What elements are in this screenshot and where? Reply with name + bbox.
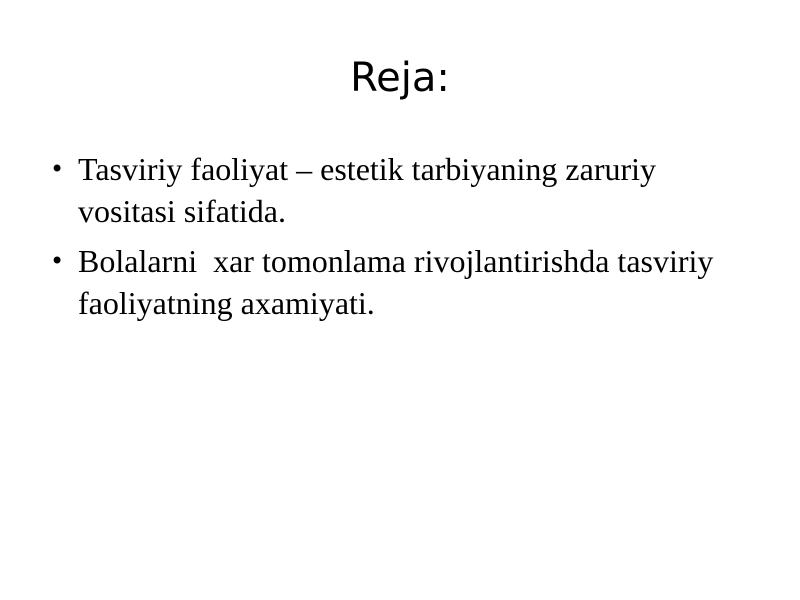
slide-title: Reja: — [350, 55, 450, 101]
bullet-list — [50, 148, 750, 332]
bullet-item — [50, 240, 750, 324]
bullet-dot-icon: • — [50, 155, 65, 183]
bullet-text: Tasviriy faoliyat – estetik tarbiyaning zaruriy vositasi sifatida. — [78, 151, 665, 229]
bullet-text: Bolalarni xar tomonlama rivojlantirishda tasviriy faoliyatning axamiyati. — [78, 243, 722, 321]
bullet-dot-icon: • — [50, 247, 65, 275]
bullet-item — [50, 148, 750, 232]
